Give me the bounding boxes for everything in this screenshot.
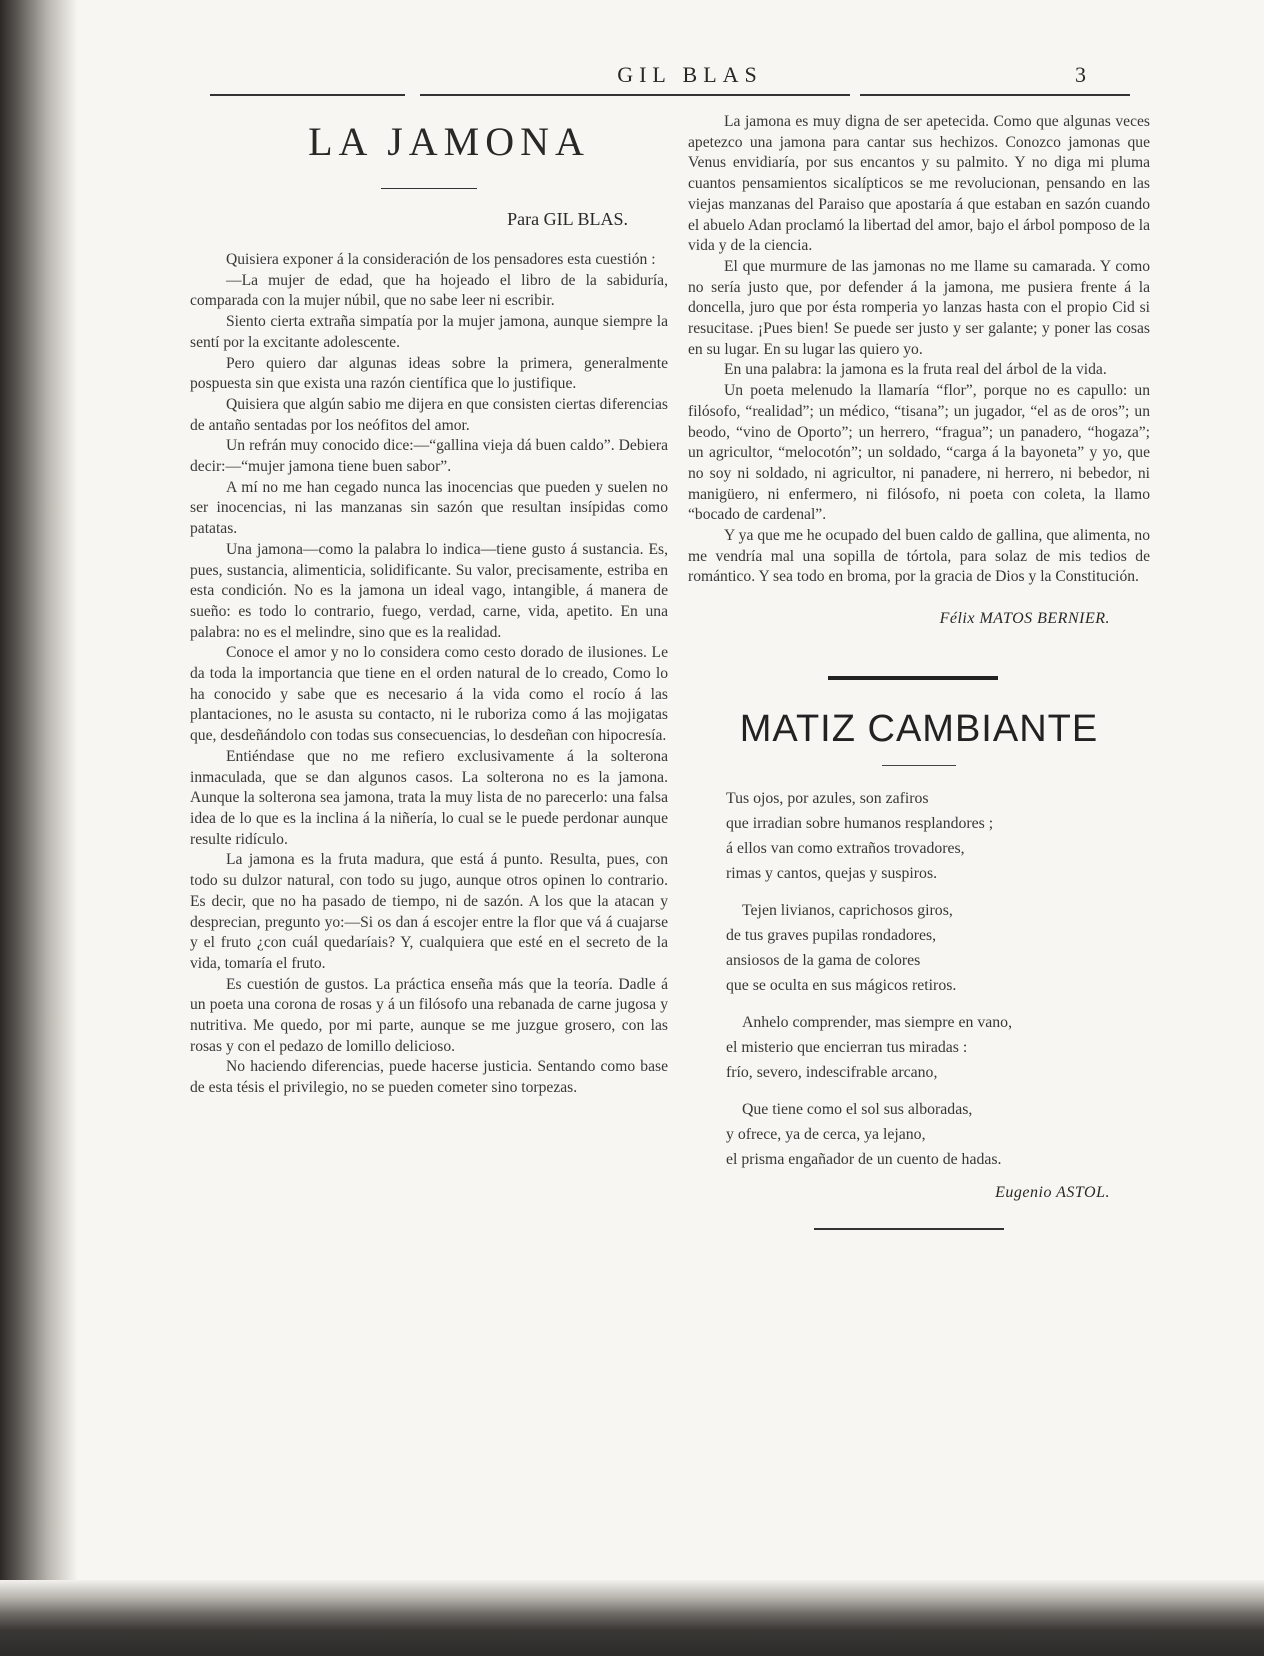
paragraph: La jamona es la fruta madura, que está á punto. Resulta, pues, con todo su dulzor natural, con todo su jugo, aunque otros opinen lo contrario. Es decir, que no ha pasado de tiempo, ni de sazón. A los que la atacan y desprecian, pregunto yo:—Si os dan á escojer entre la flor que vá á cuajarse y el fruto ¿con cuál quedaríais? Y, cualquiera que esté en el secreto de la vida, tomaría el fruto.	[190, 851, 668, 972]
page-number: 3	[1075, 62, 1086, 87]
poem-line: el misterio que encierran tus miradas :	[726, 1039, 968, 1057]
poem-stanza	[726, 898, 1150, 998]
paragraph: Una jamona—como la palabra lo indica—tiene gusto á sustancia. Es, pues, sustancia, alimenticia, solidificante. Su valor, precisamente, estriba en esta condición. No es la jamona un ideal vago, intangible, á manera de sueño: es todo lo contrario, fuego, verdad, carne, vida, apetito. En una palabra: no es el melindre, sino que es la realidad.	[190, 540, 668, 641]
header-rule-left	[210, 94, 405, 96]
poem-line: rimas y cantos, quejas y suspiros.	[726, 865, 938, 883]
paragraph: Entiéndase que no me refiero exclusivamente á la solterona inmaculada, que se dan algunos casos. La solterona no es la jamona. Aunque la solterona sea jamona, trata la muy lista de no parecerlo: una falsa idea de lo que es la inclina á la niñería, lo cual se le puede perdonar aunque resulte ridículo.	[190, 747, 668, 848]
paragraph: Pero quiero dar algunas ideas sobre la primera, generalmente pospuesta sin que exista una razón científica que lo justifique.	[190, 354, 668, 393]
right-column	[688, 108, 1150, 1230]
paragraph: Conoce el amor y no lo considera como cesto dorado de ilusiones. Le da toda la importancia que tiene en el orden natural de lo creado, Como lo ha conocido y sabe que es necesario á la vida como el rocío á las plantaciones, no le asusta su contacto, ni le ruboriza como á las mojigatas que, desdeñándolo con todas sus consecuencias, lo desdeñan con hipocresía.	[190, 644, 668, 745]
article-author: Félix MATOS BERNIER.	[939, 610, 1110, 628]
poem-body	[726, 786, 1150, 1172]
end-divider	[814, 1228, 1004, 1230]
poem-author: Eugenio ASTOL.	[995, 1184, 1110, 1202]
poem-line: de tus graves pupilas rondadores,	[726, 927, 937, 945]
article-body-left	[190, 250, 668, 1099]
poem-line: ansiosos de la gama de colores	[726, 952, 921, 970]
poem-stanza	[726, 1097, 1150, 1172]
poem-stanza	[726, 1010, 1150, 1085]
paragraph: Y ya que me he ocupado del buen caldo de gallina, que alimenta, no me vendría mal una sopilla de tórtola, para solaz de mis tedios de romántico. Y sea todo en broma, por la gracia de Dios y la Constitución.	[688, 527, 1150, 586]
paragraph: —La mujer de edad, que ha hojeado el libro de la sabiduría, comparada con la mujer núbil, que no sabe leer ni escribir.	[190, 271, 668, 310]
poem-line: y ofrece, ya de cerca, ya lejano,	[726, 1126, 926, 1144]
poem-line: á ellos van como extraños trovadores,	[726, 840, 965, 858]
title-rule	[381, 188, 477, 189]
paragraph: Siento cierta extraña simpatía por la mujer jamona, aunque siempre la sentí por la excitante adolescente.	[190, 313, 668, 351]
section-divider	[828, 676, 998, 680]
scan-bottom-edge	[0, 1580, 1264, 1656]
article-dedication: Para GIL BLAS.	[507, 209, 628, 229]
paragraph: En una palabra: la jamona es la fruta real del árbol de la vida.	[724, 361, 1107, 379]
poem-line: Anhelo comprender, mas siempre en vano,	[742, 1014, 1013, 1032]
paragraph: Un poeta melenudo la llamaría “flor”, porque no es capullo: un filósofo, “realidad”; un médico, “tisana”; un jugador, “el as de oros”; un beodo, “vino de Oporto”; un herrero, “fragua”; un panadero, “hogaza”; un agricultor, “melocotón”; un soldado, “carga á la bayoneta” y yo, que no soy ni soldado, ni agricultor, ni panadere, ni herrero, ni bebedor, ni manigüero, ni enfermero, ni filósofo, ni poeta con coleta, la llamo “bocado de cardenal”.	[688, 382, 1150, 524]
poem-title: MATIZ CAMBIANTE	[739, 708, 1099, 751]
poem-line: Tus ojos, por azules, son zafiros	[726, 790, 929, 808]
paragraph: Quisiera exponer á la consideración de los pensadores esta cuestión :	[226, 251, 656, 268]
paragraph: La jamona es muy digna de ser apetecida. Como que algunas veces apetezco una jamona para cantar sus hechizos. Conozco jamonas que Venus envidiaría, por sus encantos y su palmito. Y no diga mi pluma cuantos pensamientos sicalípticos se me revolucionan, pensando en las viejas manzanas del Paraiso que apostaría á que estaban en sazón cuando el abuelo Adan proclamó la libertad del amor, bajo el árbol pomposo de la vida y de la ciencia.	[688, 113, 1150, 255]
article-title: LA JAMONA	[308, 119, 590, 164]
paragraph: Quisiera que algún sabio me dijera en que consisten ciertas diferencias de antaño sentadas por los neófitos del amor.	[190, 395, 668, 434]
poem-line: el prisma engañador de un cuento de hadas.	[726, 1151, 1002, 1169]
poem-stanza	[726, 786, 1150, 886]
paragraph: Es cuestión de gustos. La práctica enseña más que la teoría. Dadle á un poeta una corona de rosas y á un filósofo una rebanada de carne jugosa y nutritiva. Me quedo, por mi parte, aunque se me juzgue grosero, con las rosas y con el pedazo de lomillo delicioso.	[190, 975, 668, 1055]
poem-title-rule	[882, 765, 956, 766]
book-spine-shadow	[0, 0, 78, 1656]
paragraph: Un refrán muy conocido dice:—“gallina vieja dá buen caldo”. Debiera decir:—“mujer jamona tiene buen sabor”.	[190, 437, 668, 476]
article-body-right	[688, 112, 1150, 588]
poem-line: Tejen livianos, caprichosos giros,	[742, 902, 953, 920]
page-header	[210, 60, 1130, 100]
paragraph: A mí no me han cegado nunca las inocencias que pueden y suelen no ser inocencias, ni las manzanas sin sazón que resultan insípidas como patatas.	[190, 478, 668, 538]
poem-line: frío, severo, indescifrable arcano,	[726, 1064, 938, 1082]
header-rule-right	[860, 94, 1130, 96]
poem-line: que irradian sobre humanos resplandores ;	[726, 815, 994, 833]
left-column	[190, 108, 668, 1099]
header-rule-middle	[420, 94, 850, 96]
poem-line: que se oculta en sus mágicos retiros.	[726, 977, 957, 995]
publication-title: GIL BLAS	[617, 62, 763, 87]
poem-line: Que tiene como el sol sus alboradas,	[742, 1101, 973, 1119]
paragraph: El que murmure de las jamonas no me llame su camarada. Y como no sería justo que, por defender á la jamona, me pusiera frente á la doncella, juro que por ésta romperia yo lanzas hasta con el propio Cid si resucitase. ¡Pues bien! Se puede ser justo y ser galante; y poner las cosas en su lugar. En su lugar las quiero yo.	[688, 257, 1150, 358]
paragraph: No haciendo diferencias, puede hacerse justicia. Sentando como base de esta tésis el privilegio, no se pueden cometer sino torpezas.	[190, 1058, 668, 1097]
